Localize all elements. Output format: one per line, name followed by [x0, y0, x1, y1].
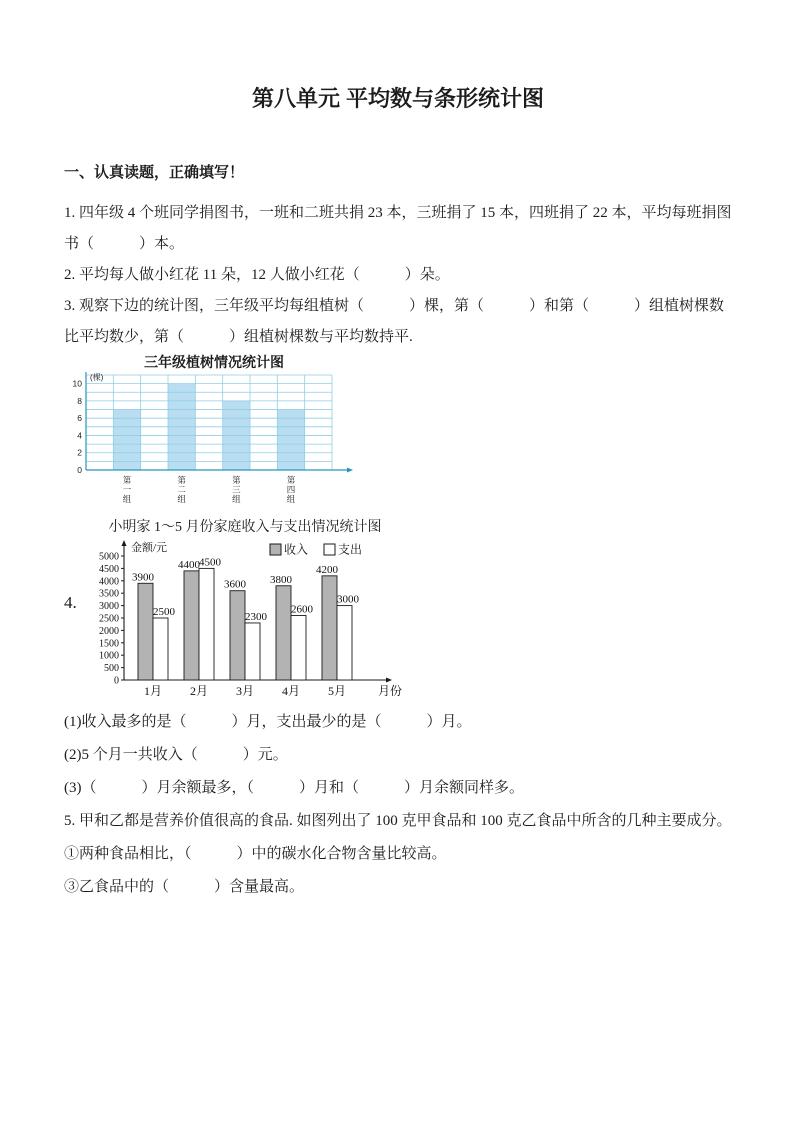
y-axis-unit-label: (棵) [90, 373, 104, 382]
page-title: 第八单元 平均数与条形统计图 [251, 86, 545, 111]
question-5-1: ①两种食品相比，（ ）中的碳水化合物含量比较高。 [64, 846, 447, 862]
legend-swatch-expense [324, 544, 335, 555]
svg-text:6: 6 [77, 413, 82, 424]
svg-text:第一组: 第一组 [122, 475, 132, 504]
svg-text:8: 8 [77, 395, 82, 406]
y-tick-labels [73, 379, 83, 475]
question-5-2: ③乙食品中的（ ）含量最高。 [64, 879, 305, 895]
income-bar-3月 [230, 591, 245, 680]
y-tick-labels [99, 552, 124, 687]
x-axis-arrow [386, 678, 392, 683]
svg-text:3800: 3800 [270, 573, 292, 586]
expense-bar-2月 [199, 568, 214, 680]
svg-text:3600: 3600 [224, 578, 246, 591]
x-axis-label: 月份 [378, 684, 403, 698]
tree-chart-plot [64, 372, 364, 512]
bar-第一组 [113, 410, 140, 470]
tree-chart-title: 三年级植树情况统计图 [144, 354, 284, 370]
legend-swatch-income [270, 544, 281, 555]
question-1: 1. 四年级 4 个班同学捐图书，一班和二班共捐 23 本，三班捐了 15 本，四班捐了 22 本，平均每班捐图书（ ）本。 [64, 205, 732, 252]
svg-text:3000: 3000 [337, 593, 359, 606]
svg-text:4400: 4400 [178, 558, 200, 571]
question-5: 5. 甲和乙都是营养价值很高的食品. 如图列出了 100 克甲食品和 100 克乙食品中所含的几种主要成分。 [64, 813, 732, 829]
expense-bar-3月 [245, 623, 260, 680]
svg-text:4500: 4500 [199, 556, 221, 569]
question-4-1: (1)收入最多的是（ ）月，支出最少的是（ ）月。 [64, 714, 472, 730]
question-4-number: 4. [64, 593, 77, 612]
expense-bar-5月 [337, 606, 352, 680]
svg-text:10: 10 [72, 378, 82, 389]
svg-text:2300: 2300 [245, 610, 267, 623]
income-bar-4月 [276, 586, 291, 680]
svg-text:2000: 2000 [99, 625, 119, 637]
svg-text:2: 2 [77, 447, 82, 458]
expense-bar-4月 [291, 616, 306, 680]
tree-chart [64, 353, 394, 512]
svg-text:4500: 4500 [99, 563, 119, 575]
question-4-2: (2)5 个月一共收入（ ）元。 [64, 747, 288, 763]
svg-text:收入: 收入 [284, 542, 309, 557]
svg-text:4000: 4000 [99, 576, 119, 588]
svg-text:1000: 1000 [99, 650, 119, 662]
svg-text:3000: 3000 [99, 601, 119, 613]
svg-text:4200: 4200 [316, 563, 338, 576]
x-axis-arrow [347, 468, 353, 473]
svg-text:1月: 1月 [143, 684, 163, 698]
svg-text:4月: 4月 [281, 684, 301, 698]
svg-text:3月: 3月 [235, 684, 255, 698]
bar-第四组 [277, 410, 304, 470]
section-heading: 一、认真读题，正确填写！ [64, 164, 245, 181]
svg-text:4: 4 [77, 430, 82, 441]
svg-text:3500: 3500 [99, 588, 119, 600]
svg-text:2600: 2600 [291, 603, 313, 616]
svg-text:第四组: 第四组 [286, 475, 296, 504]
x-category-labels [144, 684, 346, 698]
income-bar-5月 [322, 576, 337, 680]
question-4-3: (3)（ ）月余额最多，（ ）月和（ ）月余额同样多。 [64, 780, 524, 796]
svg-text:第三组: 第三组 [232, 475, 241, 504]
svg-text:0: 0 [77, 465, 82, 475]
income-expense-chart [90, 538, 425, 706]
question-4 [64, 538, 732, 706]
y-axis-label: 金额/元 [131, 542, 168, 554]
svg-text:5000: 5000 [99, 551, 119, 563]
x-category-labels [123, 475, 296, 504]
svg-text:2500: 2500 [99, 613, 119, 625]
svg-text:支出: 支出 [338, 542, 363, 557]
svg-text:500: 500 [104, 663, 119, 675]
expense-bar-1月 [153, 618, 168, 680]
svg-text:3900: 3900 [132, 571, 154, 584]
svg-text:2月: 2月 [189, 684, 209, 698]
legend [270, 542, 362, 557]
svg-text:第二组: 第二组 [177, 475, 186, 504]
income-chart-title: 小明家 1～5 月份家庭收入与支出情况统计图 [108, 520, 382, 535]
svg-text:2500: 2500 [153, 606, 175, 618]
svg-text:1500: 1500 [99, 638, 119, 650]
question-3: 3. 观察下边的统计图，三年级平均每组植树（ ）棵，第（ ）和第（ ）组植树棵数比平均数少，第（ ）组植树棵数与平均数持平. [64, 298, 725, 345]
income-bar-1月 [138, 583, 153, 680]
svg-text:0: 0 [114, 675, 119, 687]
y-axis-arrow [122, 540, 127, 546]
income-bar-2月 [184, 571, 199, 680]
question-2: 2. 平均每人做小红花 11 朵，12 人做小红花（ ）朵。 [64, 267, 450, 283]
svg-text:5月: 5月 [327, 684, 347, 698]
